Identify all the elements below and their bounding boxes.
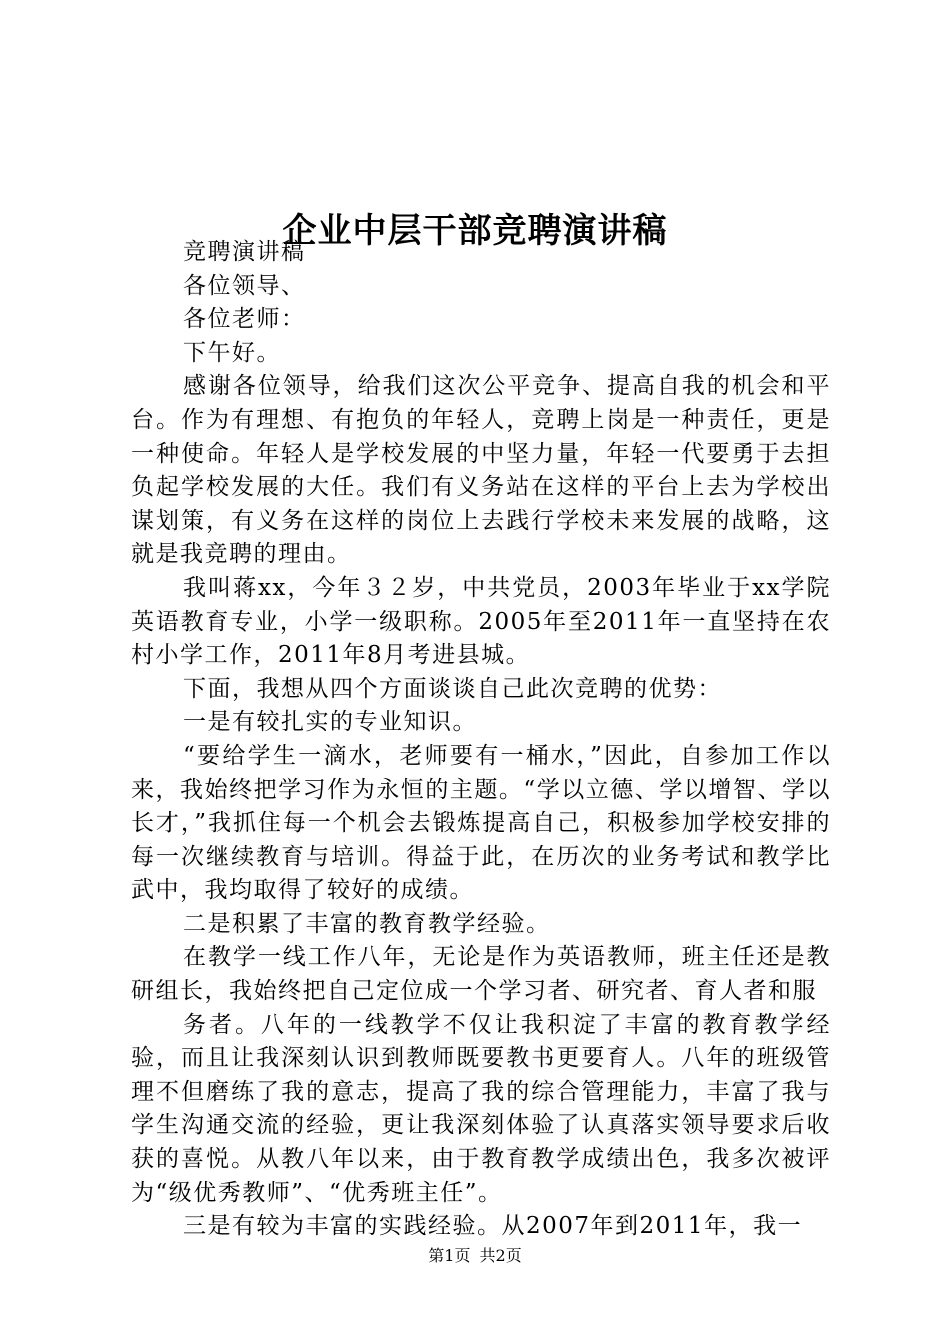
- paragraph-thanks: 感谢各位领导，给我们这次公平竞争、提高自我的机会和平台。作为有理想、有抱负的年轻人，竞聘上岗是一种责任，更是一种使命。年轻人是学校发展的中坚力量，年轻一代要勇于去担负起学校发展的大任。我们有义务站在这样的平台上去为学校出谋划策，有义务在这样的岗位上去践行学校未来发展的战略，这就是我竞聘的理由。: [131, 373, 831, 568]
- page-total: 共2页: [479, 1246, 522, 1265]
- page-footer: [0, 1244, 950, 1268]
- paragraph-teaching-experience: 在教学一线工作八年，无论是作为英语教师，班主任还是教研组长，我始终把自己定位成一个学习者、研究者、育人者和服: [131, 944, 831, 1005]
- paragraph-salutation-leaders: 各位领导、: [183, 272, 306, 299]
- paragraph-greeting: 下午好。: [183, 339, 281, 366]
- paragraph-heading: 竞聘演讲稿: [183, 239, 306, 265]
- paragraph-advantage-one: 一是有较扎实的专业知识。: [183, 709, 477, 736]
- paragraph-learning: “要给学生一滴水，老师要有一桶水，”因此，自参加工作以来，我始终把学习作为永恒的主题。“学以立德、学以增智、学以长才，”我抓住每一个机会去锻炼提高自己，积极参加学校安排的每一次继续教育与培训。得益于此，在历次的业务考试和教学比武中，我均取得了较好的成绩。: [131, 742, 831, 904]
- document-body: [131, 236, 831, 1244]
- paragraph-service: 务者。八年的一线教学不仅让我积淀了丰富的教育教学经验，而且让我深刻认识到教师既要教书更要育人。八年的班级管理不但磨练了我的意志，提高了我的综合管理能力，丰富了我与学生沟通交流的经验，更让我深刻体验了认真落实领导要求后收获的喜悦。从教八年以来，由于教育教学成绩出色，我多次被评为“级优秀教师”、“优秀班主任”。: [131, 1011, 831, 1206]
- document-title: 企业中层干部竞聘演讲稿: [282, 210, 668, 251]
- page-number: 第1页: [428, 1246, 471, 1265]
- paragraph-advantages-intro: 下面，我想从四个方面谈谈自己此次竞聘的优势：: [183, 675, 722, 702]
- paragraph-self-intro: 我叫蒋xx，今年３２岁，中共党员，2003年毕业于xx学院英语教育专业，小学一级职称。2005年至2011年一直坚持在农村小学工作，2011年8月考进县城。: [131, 574, 831, 669]
- paragraph-advantage-three: 三是有较为丰富的实践经验。从2007年到2011年，我一: [183, 1213, 803, 1240]
- paragraph-salutation-teachers: 各位老师：: [183, 306, 306, 333]
- paragraph-advantage-two: 二是积累了丰富的教育教学经验。: [183, 910, 551, 937]
